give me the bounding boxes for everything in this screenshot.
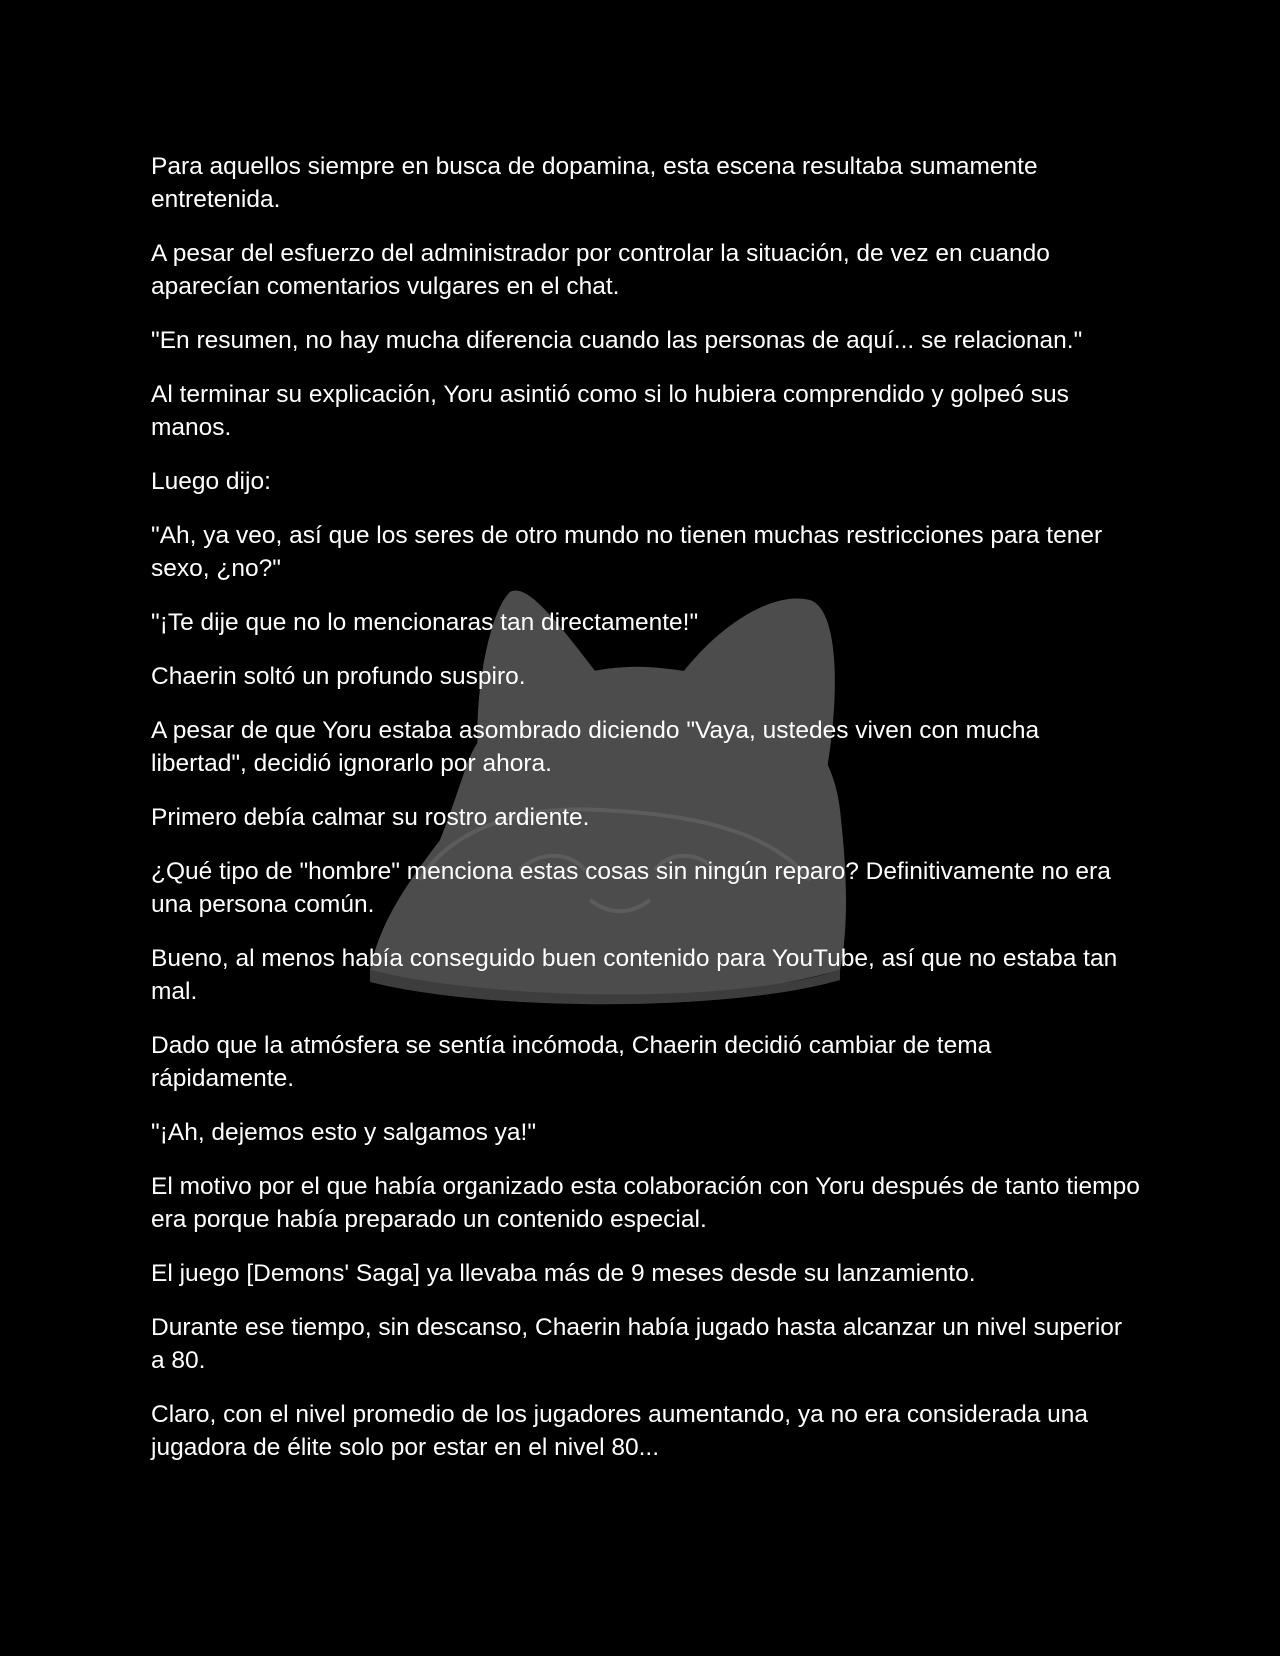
paragraph-12: Bueno, al menos había conseguido buen contenido para YouTube, así que no estaba tan mal. <box>151 945 1118 1005</box>
paragraph-16: El juego [Demons' Saga] ya llevaba más de 9 meses desde su lanzamiento. <box>151 1260 976 1287</box>
paragraph-1: Para aquellos siempre en busca de dopamina, esta escena resultaba sumamente entretenida. <box>151 153 1038 213</box>
paragraph-2: A pesar del esfuerzo del administrador por controlar la situación, de vez en cuando aparecían comentarios vulgares en el chat. <box>151 240 1050 300</box>
paragraph-11: ¿Qué tipo de "hombre" menciona estas cosas sin ningún reparo? Definitivamente no era una persona común. <box>151 858 1111 918</box>
paragraph-13: Dado que la atmósfera se sentía incómoda, Chaerin decidió cambiar de tema rápidamente. <box>151 1032 992 1092</box>
paragraph-14: "¡Ah, dejemos esto y salgamos ya!" <box>151 1119 537 1146</box>
paragraph-18: Claro, con el nivel promedio de los jugadores aumentando, ya no era considerada una jugadora de élite solo por estar en el nivel 80... <box>151 1401 1089 1461</box>
paragraph-17: Durante ese tiempo, sin descanso, Chaerin había jugado hasta alcanzar un nivel superior a 80. <box>151 1314 1123 1374</box>
paragraph-7: "¡Te dije que no lo mencionaras tan directamente!" <box>151 609 699 636</box>
paragraph-8: Chaerin soltó un profundo suspiro. <box>151 663 526 690</box>
paragraph-9: A pesar de que Yoru estaba asombrado diciendo "Vaya, ustedes viven con mucha libertad", decidió ignorarlo por ahora. <box>151 717 1040 777</box>
paragraph-4: Al terminar su explicación, Yoru asintió como si lo hubiera comprendido y golpeó sus manos. <box>151 381 1069 441</box>
paragraph-15: El motivo por el que había organizado esta colaboración con Yoru después de tanto tiempo era porque había preparado un contenido especial. <box>151 1173 1140 1233</box>
paragraph-3: "En resumen, no hay mucha diferencia cuando las personas de aquí... se relacionan." <box>151 327 1083 354</box>
paragraph-5: Luego dijo: <box>151 468 271 495</box>
chapter-text <box>151 150 1141 1485</box>
paragraph-10: Primero debía calmar su rostro ardiente. <box>151 804 590 831</box>
paragraph-6: "Ah, ya veo, así que los seres de otro mundo no tienen muchas restricciones para tener sexo, ¿no?" <box>151 522 1103 582</box>
